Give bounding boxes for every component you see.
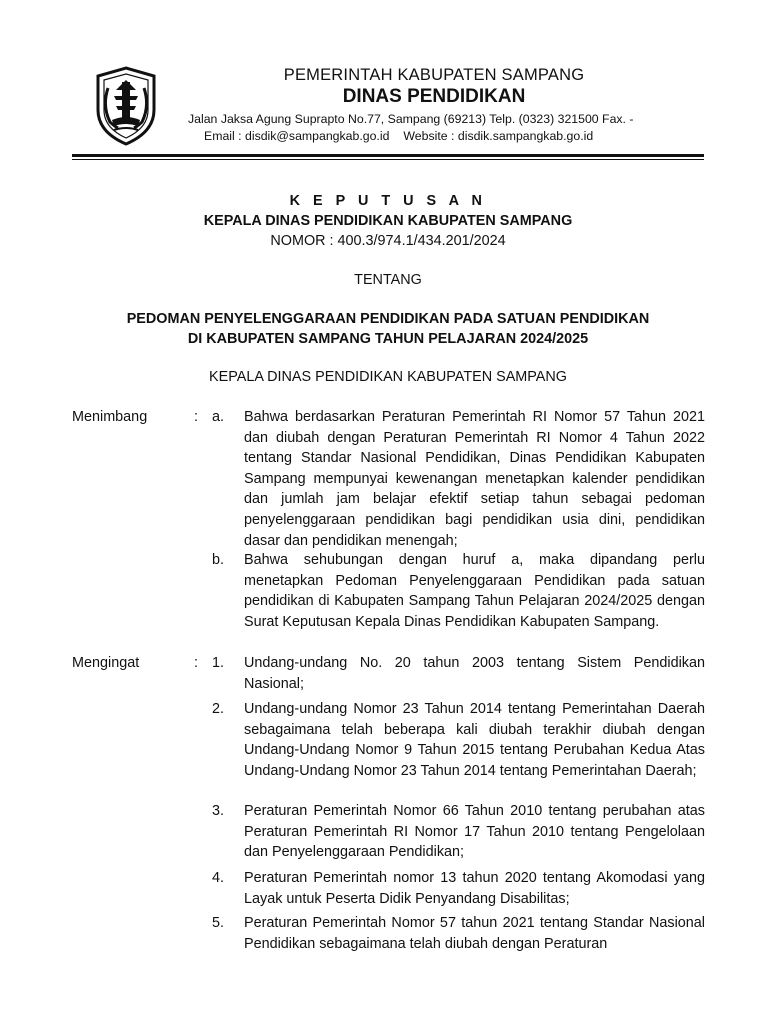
- list-item-text: Bahwa berdasarkan Peraturan Pemerintah RI Nomor 57 Tahun 2021 dan diubah dengan Peraturan Pemerintah RI Nomor 4 Tahun 2022 tentang Standar Nasional Pendidikan, Dinas Pendidikan Kabupaten Sampang mempunyai kewenangan menetapkan kalender pendidikan dan jumlah jam belajar efektif setiap tahun sebagai pedoman penyelenggaraan pendidikan bagi pendidikan usia dini, pendidikan dasar dan pendidikan menengah;: [244, 409, 705, 549]
- decree-issuer: KEPALA DINAS PENDIDIKAN KABUPATEN SAMPANG: [203, 213, 573, 229]
- list-item-text: Bahwa sehubungan dengan huruf a, maka dipandang perlu menetapkan Pedoman Penyelenggaraan Pendidikan pada satuan pendidikan di Kabupaten Sampang Tahun Pelajaran 2024/2025 dengan Surat Keputusan Kepala Dinas Pendidikan Kabupaten Sampang.: [244, 552, 705, 630]
- decree-about: TENTANG: [354, 272, 422, 288]
- decree-heading: K E P U T U S A N: [289, 193, 487, 209]
- letterhead-rule-thin: [72, 159, 704, 160]
- list-marker: 3.: [212, 803, 225, 819]
- list-item-text: Undang-undang Nomor 23 Tahun 2014 tentang Pemerintahan Daerah sebagaimana telah beberapa kali diubah terakhir diubah dengan Undang-Undang Nomor 9 Tahun 2015 tentang Perubahan Kedua Atas Undang-Undang Nomor 23 Tahun 2014 tentang Pemerintahan Daerah;: [244, 701, 705, 779]
- list-item-text: Undang-undang No. 20 tahun 2003 tentang Sistem Pendidikan Nasional;: [244, 655, 705, 692]
- contact-line: [204, 129, 593, 143]
- letterhead-rule-thick: [72, 154, 704, 157]
- decree-subject-line-1: PEDOMAN PENYELENGGARAAN PENDIDIKAN PADA SATUAN PENDIDIKAN: [126, 311, 650, 327]
- list-marker: 1.: [212, 655, 225, 671]
- list-marker: a.: [212, 409, 225, 425]
- list-marker: b.: [212, 552, 225, 568]
- list-marker: 2.: [212, 701, 225, 717]
- list-item-text: Peraturan Pemerintah nomor 13 tahun 2020 tentang Akomodasi yang Layak untuk Peserta Didik Penyandang Disabilitas;: [244, 870, 705, 907]
- decree-official: KEPALA DINAS PENDIDIKAN KABUPATEN SAMPANG: [209, 369, 567, 385]
- list-marker: 5.: [212, 915, 225, 931]
- government-name: PEMERINTAH KABUPATEN SAMPANG: [283, 66, 585, 84]
- menimbang-label: Menimbang: [72, 409, 148, 425]
- decree-number: NOMOR : 400.3/974.1/434.201/2024: [270, 233, 506, 249]
- mengingat-colon: :: [194, 655, 198, 671]
- agency-address: Jalan Jaksa Agung Suprapto No.77, Sampang (69213) Telp. (0323) 321500 Fax. -: [188, 112, 634, 126]
- decree-subject-line-2: DI KABUPATEN SAMPANG TAHUN PELAJARAN 2024/2025: [187, 331, 589, 347]
- list-marker: 4.: [212, 870, 225, 886]
- email-text: Email : disdik@sampangkab.go.id: [204, 129, 390, 143]
- regency-emblem-icon: [94, 66, 158, 146]
- list-item-text: Peraturan Pemerintah Nomor 57 tahun 2021 tentang Standar Nasional Pendidikan sebagaimana telah diubah dengan Peraturan: [244, 915, 705, 952]
- agency-name: DINAS PENDIDIKAN: [342, 86, 526, 107]
- menimbang-colon: :: [194, 409, 198, 425]
- list-item-text: Peraturan Pemerintah Nomor 66 Tahun 2010 tentang perubahan atas Peraturan Pemerintah RI Nomor 17 Tahun 2010 tentang Pengelolaan dan Penyelenggaraan Pendidikan;: [244, 803, 705, 861]
- mengingat-label: Mengingat: [72, 655, 140, 671]
- website-text: Website : disdik.sampangkab.go.id: [403, 129, 594, 143]
